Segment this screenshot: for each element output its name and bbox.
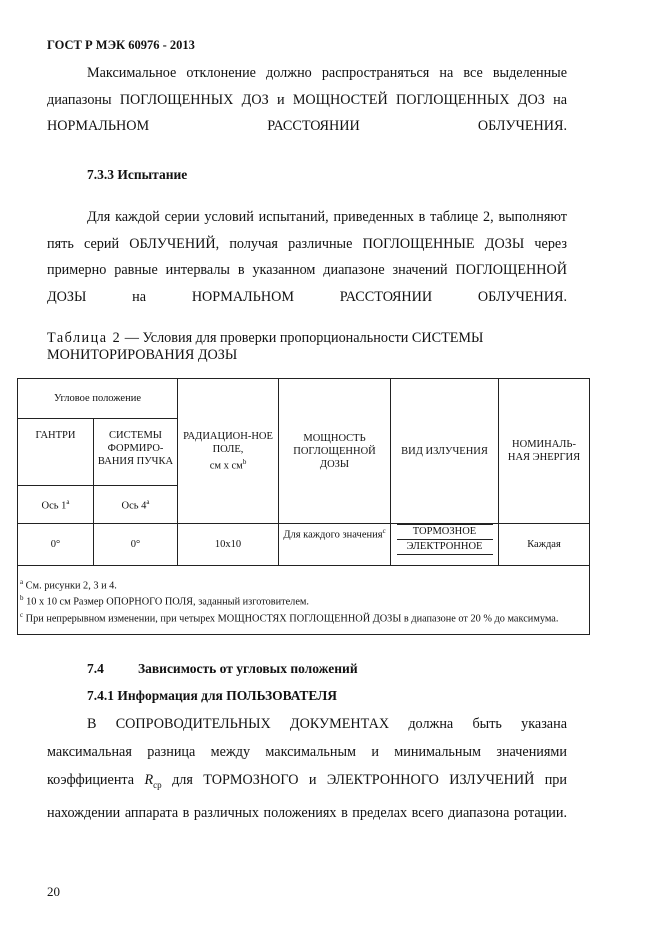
page-number: 20	[47, 884, 60, 899]
cell-field-size: 10x10	[178, 524, 279, 566]
section-7-4-1-heading: 7.4.1 Информация для ПОЛЬЗОВАТЕЛЯ	[87, 688, 338, 703]
conditions-table	[17, 378, 590, 635]
radiation-type-electron: ЭЛЕКТРОННОЕ	[397, 540, 493, 555]
header-field-unit: см х см	[209, 460, 243, 472]
footnote-a: $^a$ См. рисунки 2, 3 и 4.	[20, 578, 117, 592]
paragraph-user-info: В СОПРОВОДИТЕЛЬНЫХ ДОКУМЕНТАХ должна быть указана максимальная разница между максимальным и минимальным значениями коэффициента $R_{ср}$ для ТОРМОЗНОГО и ЭЛЕКТРОННОГО ИЗЛУЧЕНИЙ при нахождении аппарата в различных положениях в пределах всего диапазона ротации.	[47, 716, 567, 821]
header-beam-system: СИСТЕМЫ ФОРМИРО-ВАНИЯ ПУЧКА	[94, 419, 178, 486]
cell-radiation-type	[391, 524, 499, 566]
footnote-c: $^c$ При непрерывном изменении, при четырех МОЩНОСТЯХ ПОГЛОЩЕННОЙ ДОЗЫ в диапазоне от 20 % до максимума.	[20, 610, 559, 625]
header-gantry: ГАНТРИ	[18, 419, 94, 486]
header-radiation-type: ВИД ИЗЛУЧЕНИЯ	[391, 379, 499, 524]
section-7-4-number: 7.4	[87, 661, 104, 676]
cell-gantry-angle: 0°	[18, 524, 94, 566]
footnote-mark: b	[242, 457, 247, 466]
footnote-b: $^b$ 10 х 10 см Размер ОПОРНОГО ПОЛЯ, заданный изготовителем.	[20, 594, 309, 608]
cell-beam-angle: 0°	[94, 524, 178, 566]
header-axis-1: Ось 1$^a$	[18, 486, 94, 524]
section-7-4-title: Зависимость от угловых положений	[138, 661, 358, 676]
header-field-label: РАДИАЦИОН-НОЕ ПОЛЕ,	[183, 430, 273, 455]
section-7-3-3-heading: 7.3.3 Испытание	[87, 167, 188, 182]
cell-nominal-energy: Каждая	[499, 524, 590, 566]
paragraph-test: Для каждой серии условий испытаний, приведенных в таблице 2, выполняют пять серий ОБЛУЧЕНИЙ, получая различные ПОГЛОЩЕННЫЕ ДОЗЫ через примерно равные интервалы в указанном диапазоне значений ПОГЛОЩЕННОЙ ДОЗЫ на НОРМАЛЬНОМ РАССТОЯНИИ ОБЛУЧЕНИЯ.	[47, 209, 567, 305]
cell-dose-rate: Для каждого значения$^c$	[279, 524, 391, 566]
document-header: ГОСТ Р МЭК 60976 - 2013	[47, 38, 195, 52]
header-radiation-field	[178, 379, 279, 524]
radiation-type-bremsstrahlung: ТОРМОЗНОЕ	[397, 524, 493, 540]
table-footnotes	[18, 566, 590, 635]
header-axis-4: Ось 4$^a$	[94, 486, 178, 524]
header-dose-rate: МОЩНОСТЬ ПОГЛОЩЕННОЙ ДОЗЫ	[279, 379, 391, 524]
table-caption-prefix: Таблица 2	[47, 330, 122, 346]
paragraph-deviation: Максимальное отклонение должно распространяться на все выделенные диапазоны ПОГЛОЩЕННЫХ ДОЗ и МОЩНОСТЕЙ ПОГЛОЩЕННЫХ ДОЗ на НОРМАЛЬНОМ РАССТОЯНИИ ОБЛУЧЕНИЯ.	[47, 65, 567, 134]
header-angular-position: Угловое положение	[18, 379, 178, 419]
table-caption-text: — Условия для проверки пропорциональности СИСТЕМЫ МОНИТОРИРОВАНИЯ ДОЗЫ	[47, 330, 484, 363]
header-nominal-energy: НОМИНАЛЬ-НАЯ ЭНЕРГИЯ	[499, 379, 590, 524]
table-caption	[47, 330, 607, 364]
